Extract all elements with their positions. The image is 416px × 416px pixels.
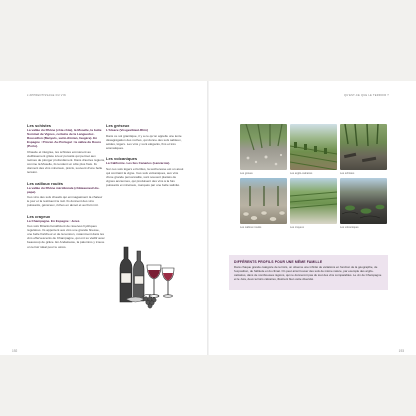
section-title: Les schistes [27,123,52,128]
caption-argilo-calcaires: Les argilo-calcaires [290,172,313,175]
section-title: Les gréseux [106,123,130,128]
photo-cailloux-roules [240,178,287,224]
section-crayeux [27,214,105,249]
info-box-title: DIFFÉRENTS PROFILS POUR UNE MÊME FAMILLE [234,260,323,264]
section-subtitle: La vallée du Rhône (côte-rôtie), la Moselle, la butte Sommet de Vignes, certains de la Languedoc-Roussillon (Banyuls, saint-chinian, faugère). En Espagne : Priorat. Au Portugal : la vallée du Douro (Porto). [27,128,102,149]
caption-crayeux: Les crayeux [290,226,304,229]
photo-volcaniques [340,178,387,224]
left-column-1 [27,123,105,255]
section-title: Les volcaniques [106,155,138,161]
section-volcaniques [106,156,184,187]
book-gutter [207,81,209,355]
section-subtitle: La vallée du Rhône méridionale (châteauneuf-du-pape). [27,185,100,194]
running-head-left: L'APPRENTISSAGE DU VIN [27,94,66,97]
photo-graves [240,124,287,170]
photo-crayeux [290,178,337,224]
section-cailloux [27,181,105,208]
photo-schistes [340,124,387,170]
section-body: Ces vins des sols chauds qui emmagasinent la chaleur le jour et la restituent la nuit. Ils donnent des vins puissants, généreux, riches en alcool et au fruit mûr. [27,195,103,208]
section-body: Sur ces sols légers et fertiles, la sécheresse est un atout qui contraint la vigne. Ces sols volcaniques, aux vins d'une grande personnalité, sont souvent plantés de vignes anciennes, qui produisent des vins à la fois puissants et minéraux, marqués par une belle salinité. [106,166,184,187]
book-spread [0,81,416,355]
info-box [229,255,388,290]
caption-graves: Les graves [240,172,253,175]
section-subtitle: La Champagne. En Espagne : Jerez. [27,218,81,223]
section-body: Dans ce sol granitique, il y a ce qu'on appelle une lente désagrégation des roches, qui donne des sols sableux, acides, légers. Les vins y sont élégants, fins et très aromatiques. [106,133,182,150]
folio-right: 193 [398,349,404,353]
section-body: Chaude et intégrée, les schistes emmènent au vieillissement grâce à leur porosité qui permet aux racines de plonger profondément. Dans d'autres régions, comme la Moselle, ils tendent un côté plus frais. Ils donnent des vins minéraux, précis, souvent d'une belle tension. [27,149,105,175]
photo-argilo-calcaires [290,124,337,170]
caption-schistes: Les schistes [340,172,355,175]
section-body: Ces sols filtrants bénéficient de réserves hydriques régulières. Ils apportent aux vins une grande finesse, une belle fraîcheur et de la tension, notamment dans les vins effervescents de Champagne, qui ont su vieillir avec beaucoup de grâce. En Andalousie, la palomino y trouve un terroir idéal pour le xérès. [27,224,105,249]
wine-bottles-illustration [106,243,182,309]
section-schistes [27,123,105,175]
caption-cailloux-roules: Les cailloux roulés [240,226,262,229]
section-greseux [106,123,184,150]
folio-left: 192 [12,349,18,353]
running-head-right: QU'EST-CE QUE LE TERROIR ? [344,94,389,97]
caption-volcaniques: Les volcaniques [340,226,359,229]
info-box-text: Dans chaque grande catégorie de terroirs, on observe une infinité de variations en fonction de la géographie, de l'exposition, de l'altitude et du climat. On peut ainsi trouver des sols de même nature, par exemple des argilo-calcaires, dans de nombreuses régions, qui ne donneront pas du tout des vins comparables. Le vin de Champagne et le Jura, deux terroirs calcaires, illustrent bien cette diversité. [234,265,382,281]
section-title: Les cailloux roulés [27,180,64,186]
left-column-2 [106,123,184,193]
section-subtitle: L'Alsace (Vosges/Haut-Rhin) [106,128,148,132]
section-subtitle: La Californie. Les îles Canaries (Lanzarote). [106,160,171,165]
section-title: Les crayeux [27,213,51,219]
